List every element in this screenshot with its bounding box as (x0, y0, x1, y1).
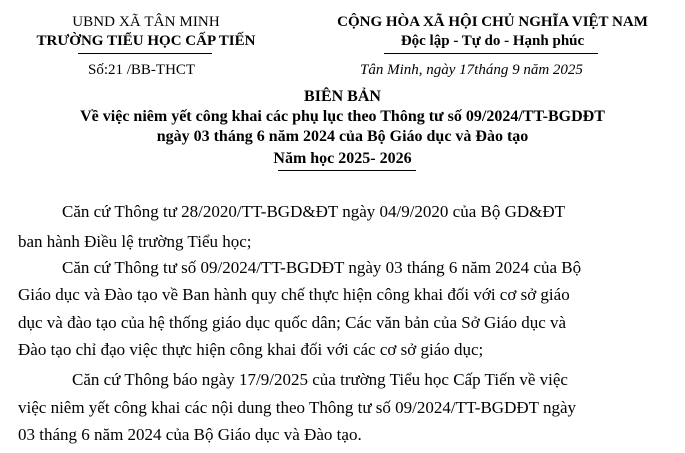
right-header-underline (384, 53, 598, 54)
paragraph-3-line: Căn cứ Thông báo ngày 17/9/2025 của trường Tiểu học Cấp Tiến về việc (72, 370, 568, 389)
title-underline (278, 170, 416, 171)
school-year: Năm học 2025- 2026 (273, 150, 412, 167)
place-and-date: Tân Minh, ngày 17tháng 9 năm 2025 (360, 62, 583, 78)
paragraph-3-line: 03 tháng 6 năm 2024 của Bộ Giáo dục và Đào tạo. (18, 425, 362, 444)
paragraph-2-line: dục và đào tạo của hệ thống giáo dục quốc dân; Các văn bản của Sở Giáo dục và (18, 313, 567, 332)
paragraph-1-line: ban hành Điều lệ trường Tiểu học; (18, 232, 252, 251)
document-number: Số:21 /BB-THCT (88, 62, 196, 78)
issuing-organization: UBND XÃ TÂN MINH (72, 14, 220, 30)
school-name: TRƯỜNG TIỂU HỌC CẤP TIẾN (36, 33, 256, 49)
national-motto: Độc lập - Tự do - Hạnh phúc (400, 33, 585, 49)
document-subject-line-1: Về việc niêm yết công khai các phụ lục theo Thông tư số 09/2024/TT-BGDĐT (80, 108, 605, 125)
left-header-underline (78, 53, 212, 54)
paragraph-2-line: Đào tạo chỉ đạo việc thực hiện công khai đối với các cơ sở giáo dục; (18, 340, 484, 359)
paragraph-2-line: Căn cứ Thông tư số 09/2024/TT-BGDĐT ngày 03 tháng 6 năm 2024 của Bộ (62, 258, 582, 277)
national-title: CỘNG HÒA XÃ HỘI CHỦ NGHĨA VIỆT NAM (337, 14, 648, 30)
paragraph-2-line: Giáo dục và Đào tạo về Ban hành quy chế thực hiện công khai đối với cơ sở giáo (18, 285, 570, 304)
document-subject-line-2: ngày 03 tháng 6 năm 2024 của Bộ Giáo dục và Đào tạo (156, 128, 529, 145)
paragraph-1-line: Căn cứ Thông tư 28/2020/TT-BGD&ĐT ngày 04/9/2020 của Bộ GD&ĐT (62, 202, 566, 221)
document-title: BIÊN BẢN (304, 88, 381, 105)
paragraph-3-line: việc niêm yết công khai các nội dung theo Thông tư số 09/2024/TT-BGDĐT ngày (18, 398, 577, 417)
